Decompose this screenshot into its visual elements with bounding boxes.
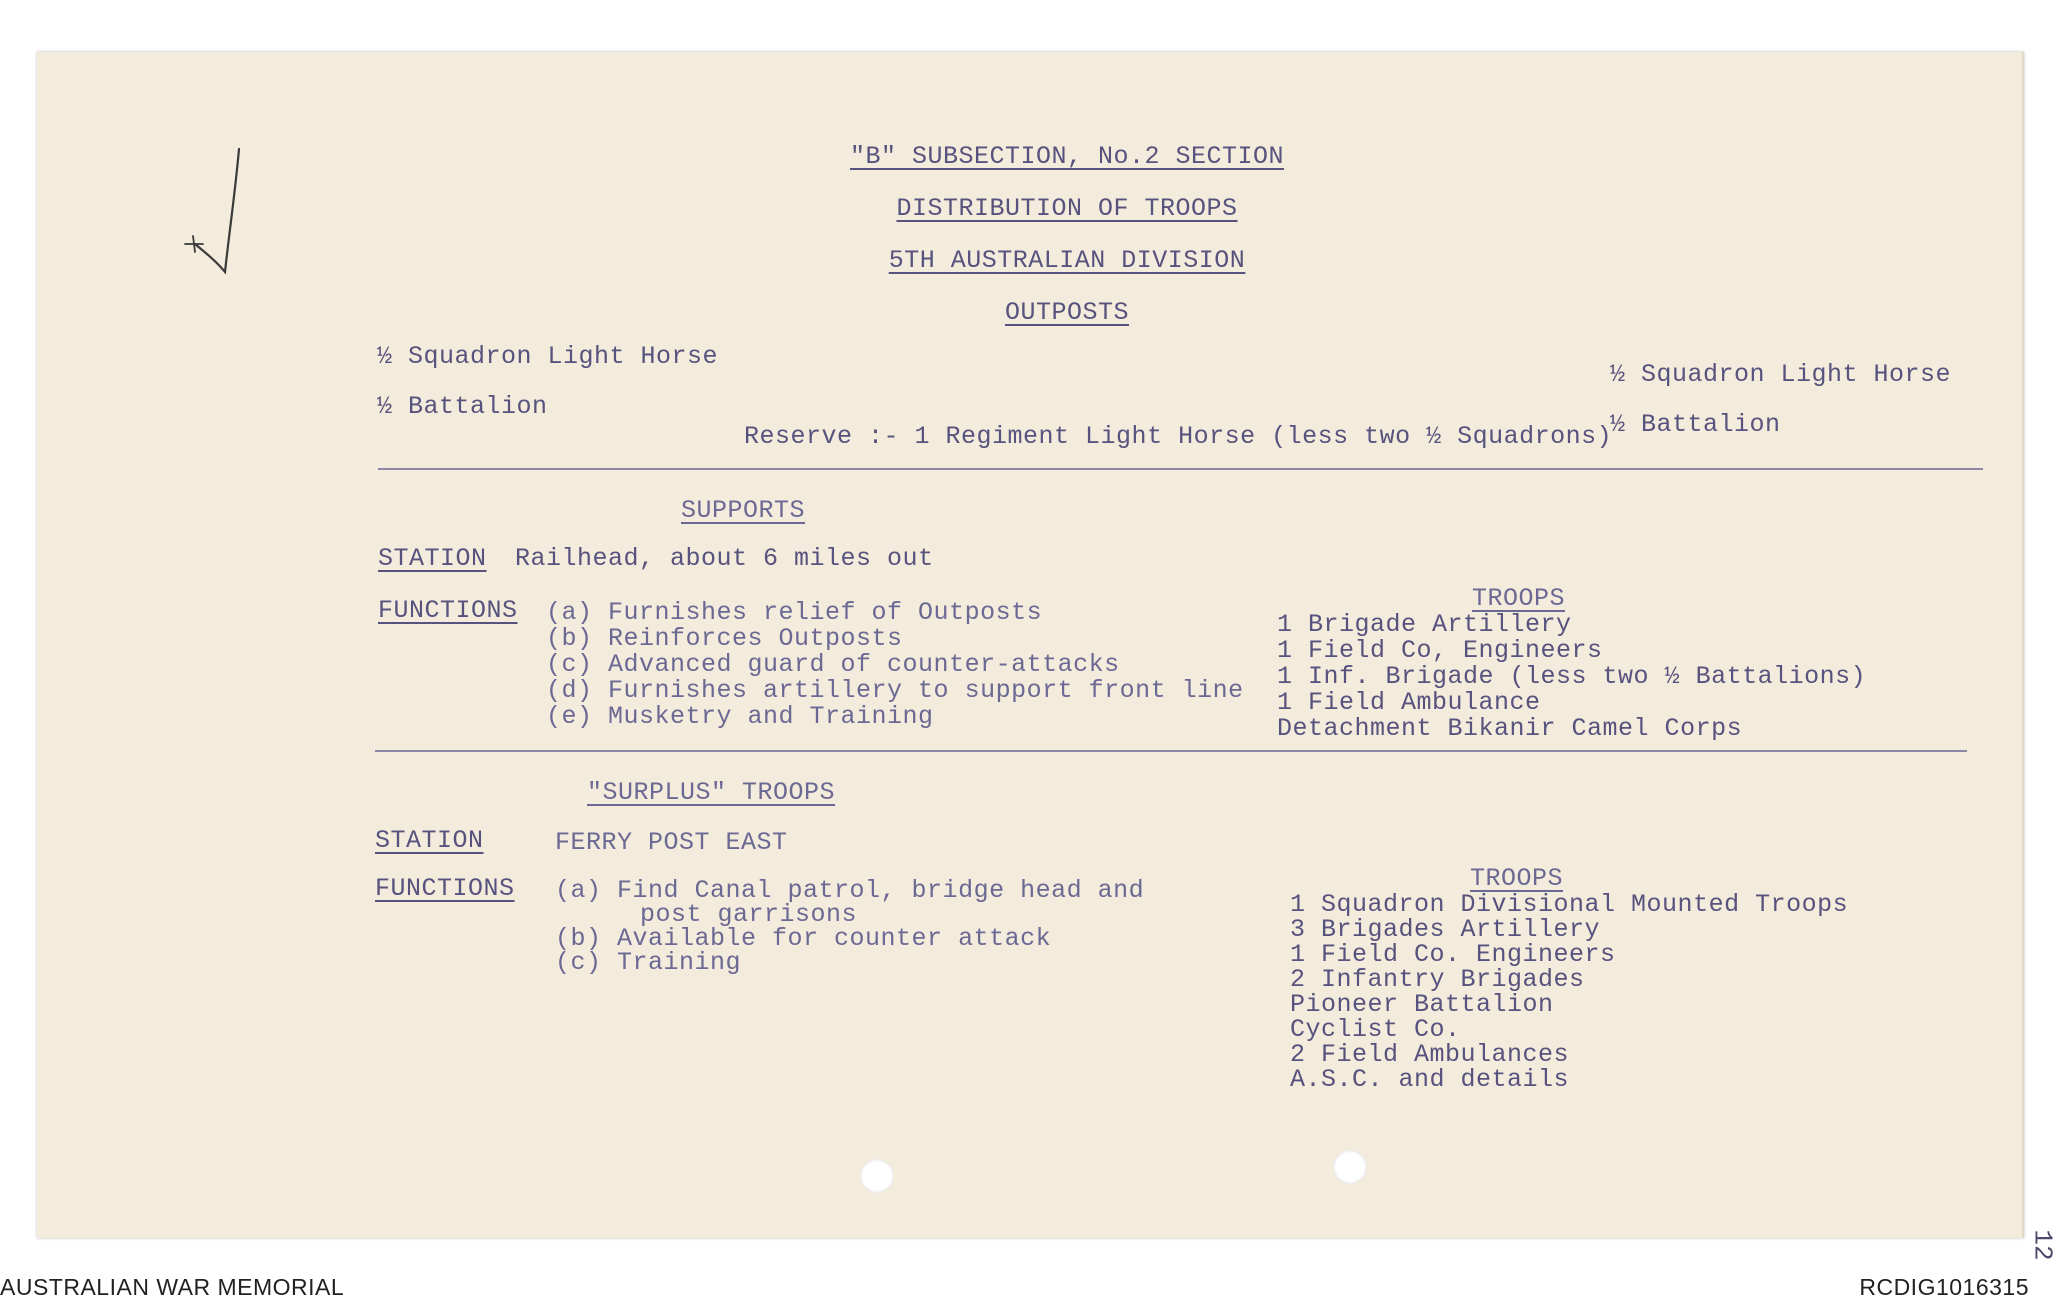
surplus-function-item: (a) Find Canal patrol, bridge head and [555,876,1145,905]
supports-function-item: (e) Musketry and Training [546,702,934,731]
outpost-left-battalion: ½ Battalion [377,392,548,421]
supports-troop-item: 1 Field Co, Engineers [1277,636,1603,665]
header-distribution: DISTRIBUTION OF TROOPS [896,194,1238,223]
divider-2 [375,750,1967,752]
divider-1 [378,468,1983,470]
header-outposts: OUTPOSTS [1004,298,1130,327]
surplus-troop-item: A.S.C. and details [1290,1065,1570,1094]
outposts-reserve: Reserve :- 1 Regiment Light Horse (less two ½ Squadrons) [744,422,1613,451]
surplus-troop-item: Cyclist Co. [1290,1015,1461,1044]
header-subsection: "B" SUBSECTION, No.2 SECTION [849,142,1285,171]
surplus-troop-item: 1 Squadron Divisional Mounted Troops [1290,890,1849,919]
surplus-troop-item: 1 Field Co. Engineers [1290,940,1616,969]
supports-functions-label: FUNCTIONS [378,596,518,625]
footer-image-id: RCDIG1016315 [1859,1274,2029,1300]
page-number: 12 [2027,1229,2058,1261]
surplus-station-value: FERRY POST EAST [555,828,788,857]
supports-troop-item: 1 Inf. Brigade (less two ½ Battalions) [1277,662,1867,691]
supports-function-item: (d) Furnishes artillery to support front line [546,676,1244,705]
supports-station-value: Railhead, about 6 miles out [515,544,934,573]
surplus-heading: "SURPLUS" TROOPS [587,778,836,807]
outpost-right-squadron: ½ Squadron Light Horse [1610,360,1952,389]
surplus-station-label: STATION [375,826,484,855]
supports-station-label: STATION [378,544,487,573]
surplus-function-item: post garrisons [640,900,858,929]
supports-heading: SUPPORTS [681,496,806,525]
supports-function-item: (b) Reinforces Outposts [546,624,903,653]
header-division: 5TH AUSTRALIAN DIVISION [888,246,1246,275]
supports-troop-item: 1 Field Ambulance [1277,688,1541,717]
punch-hole [1333,1150,1367,1184]
document-page [37,52,2058,1261]
surplus-troop-item: 2 Infantry Brigades [1290,965,1585,994]
outpost-left-squadron: ½ Squadron Light Horse [377,342,719,371]
supports-function-item: (a) Furnishes relief of Outposts [546,598,1043,627]
supports-troops-heading: TROOPS [1472,584,1566,613]
supports-function-item: (c) Advanced guard of counter-attacks [546,650,1120,679]
surplus-troop-item: 3 Brigades Artillery [1290,915,1601,944]
surplus-functions-label: FUNCTIONS [375,874,515,903]
supports-troop-item: 1 Brigade Artillery [1277,610,1572,639]
pencil-tick-icon [177,124,267,274]
surplus-function-item: (b) Available for counter attack [555,924,1052,953]
surplus-function-item: (c) Training [555,948,742,977]
punch-hole [860,1159,894,1193]
outpost-right-battalion: ½ Battalion [1610,410,1781,439]
surplus-troop-item: Pioneer Battalion [1290,990,1554,1019]
surplus-troops-heading: TROOPS [1470,864,1564,893]
supports-troop-item: Detachment Bikanir Camel Corps [1277,714,1743,743]
surplus-troop-item: 2 Field Ambulances [1290,1040,1570,1069]
footer-institution: AUSTRALIAN WAR MEMORIAL [0,1274,345,1300]
